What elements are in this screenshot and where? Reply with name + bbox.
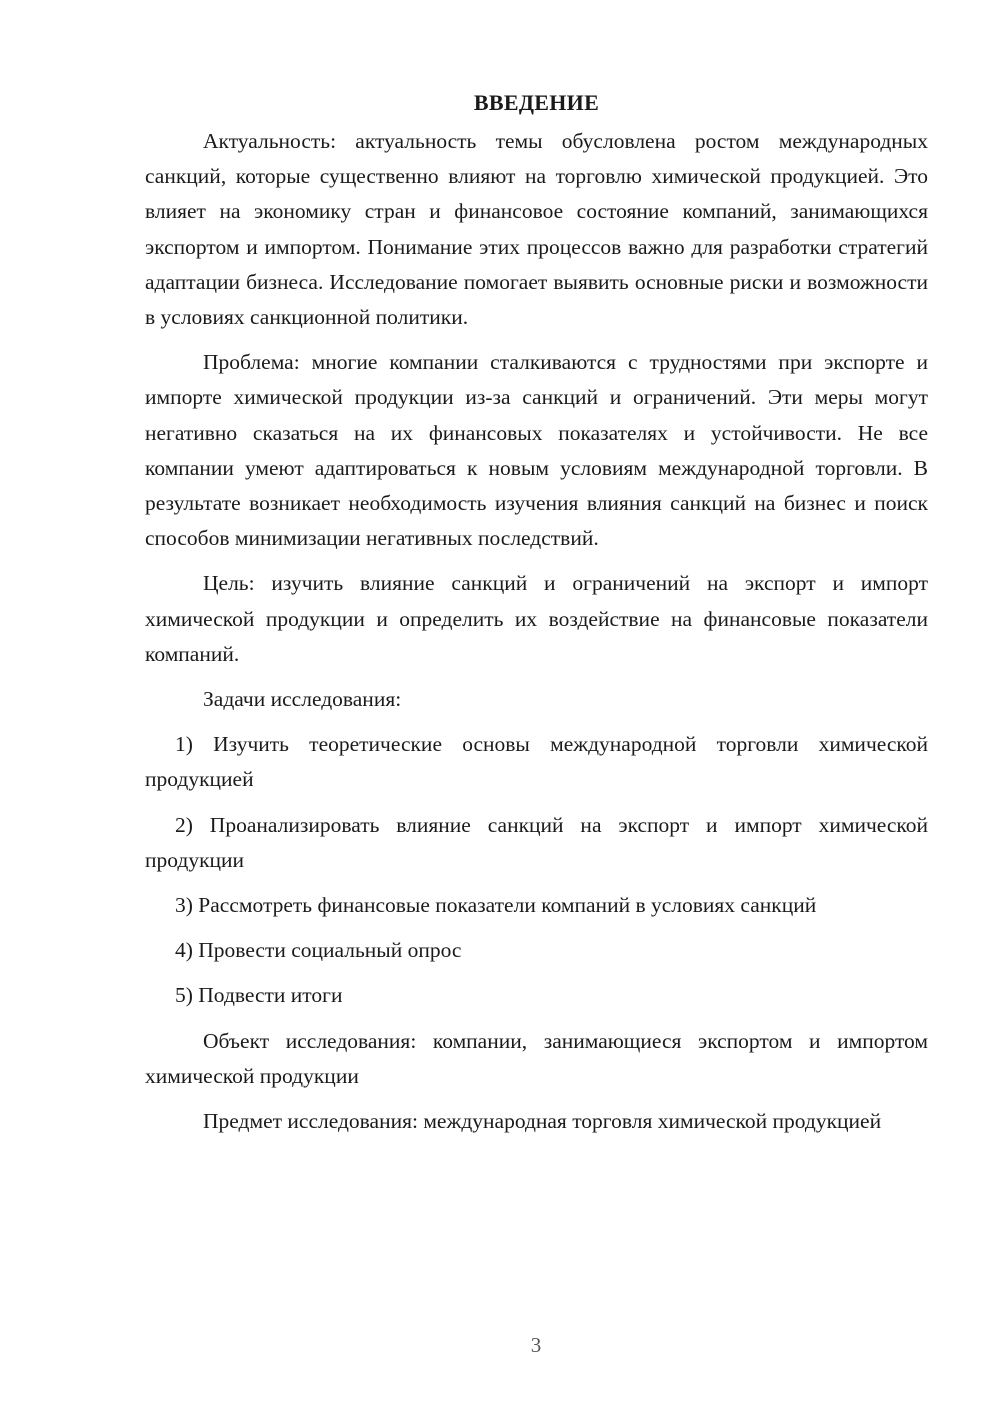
goal-paragraph: Цель: изучить влияние санкций и ограничений на экспорт и импорт химической продукции и определить их воздействие на финансовые показатели компаний. <box>145 571 928 666</box>
problem-paragraph: Проблема: многие компании сталкиваются с трудностями при экспорте и импорте химической продукции из-за санкций и ограничений. Эти меры могут негативно сказаться на их финансовых показателях и устойчивости. Не все компании умеют адаптироваться к новым условиям международной торговли. В результате возникает необходимость изучения влияния санкций на бизнес и поиск способов минимизации негативных последствий. <box>145 350 928 551</box>
subject-paragraph: Предмет исследования: международная торговля химической продукцией <box>203 1109 882 1134</box>
list-item: 1) Изучить теоретические основы международной торговли химической продукцией <box>145 732 928 792</box>
object-paragraph: Объект исследования: компании, занимающиеся экспортом и импортом химической продукции <box>145 1028 928 1088</box>
tasks-intro: Задачи исследования: <box>203 687 402 712</box>
section-heading: ВВЕДЕНИЕ <box>473 90 600 115</box>
relevance-paragraph: Актуальность: актуальность темы обусловлена ростом международных санкций, которые существенно влияют на торговлю химической продукцией. Это влияет на экономику стран и финансовое состояние компаний, занимающихся экспортом и импортом. Понимание этих процессов важно для разработки стратегий адаптации бизнеса. Исследование помогает выявить основные риски и возможности в условиях санкционной политики. <box>145 129 928 330</box>
document-page <box>145 88 928 1149</box>
list-item: 5) Подвести итоги <box>175 983 343 1008</box>
list-item: 4) Провести социальный опрос <box>175 938 462 963</box>
page-number: 3 <box>530 1333 542 1357</box>
tasks-list <box>145 727 928 1013</box>
list-item: 3) Рассмотреть финансовые показатели компаний в условиях санкций <box>175 893 817 918</box>
list-item: 2) Проанализировать влияние санкций на экспорт и импорт химической продукции <box>145 812 928 872</box>
